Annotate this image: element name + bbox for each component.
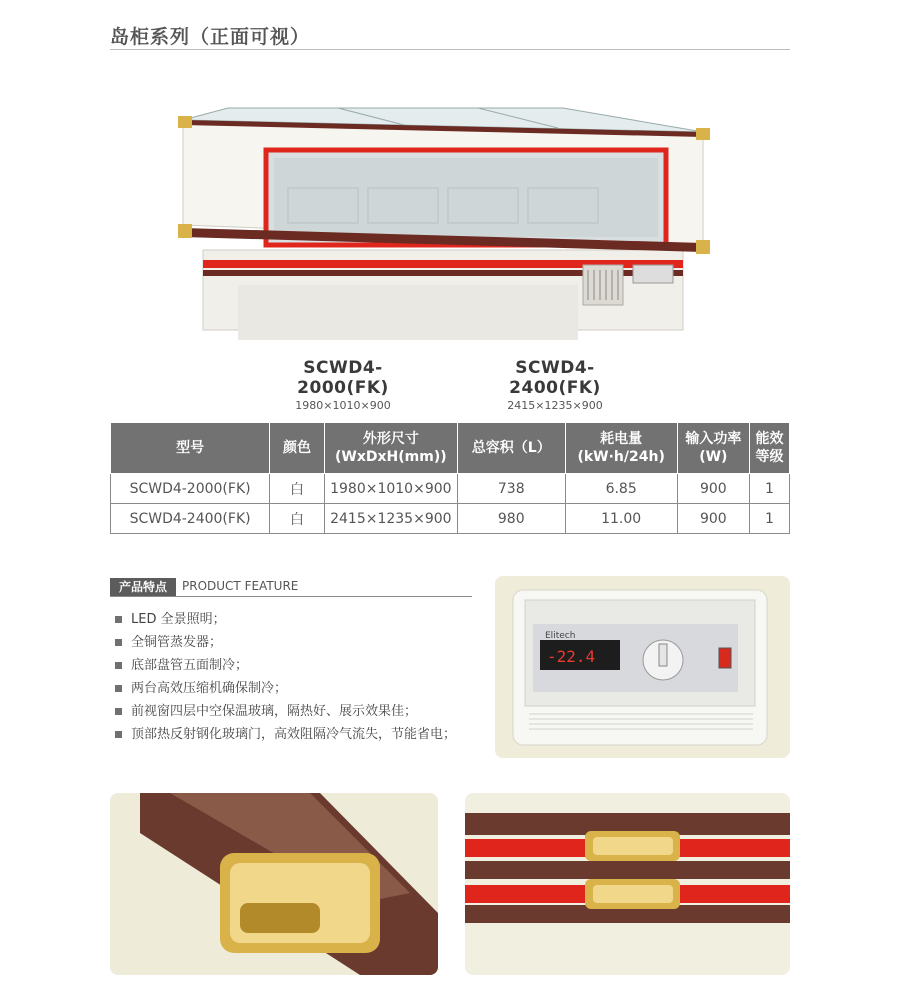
model-label-2400 — [470, 358, 640, 412]
header-label: 外形尺寸 — [362, 431, 419, 447]
header-sublabel: (WxDxH(mm)) — [335, 449, 447, 465]
header-label: 颜色 — [282, 440, 311, 456]
table-cell: 1 — [749, 504, 789, 534]
model-dims: 2415×1235×900 — [507, 399, 603, 412]
list-item: 前视窗四层中空保温玻璃，隔热好、展示效果佳； — [115, 700, 456, 723]
controller-display: -22.4 — [547, 647, 596, 666]
model-dims: 1980×1010×900 — [295, 399, 391, 412]
table-cell: 6.85 — [565, 474, 677, 504]
table-cell: 738 — [457, 474, 565, 504]
header-cell — [565, 423, 677, 474]
header-label: 总容积（L） — [471, 440, 551, 456]
list-item: 底部盘管五面制冷； — [115, 654, 456, 677]
header-label: 型号 — [176, 440, 205, 456]
table-cell: SCWD4-2000(FK) — [111, 474, 270, 504]
controller-photo — [495, 576, 790, 758]
table-row — [111, 474, 790, 504]
model-label-2000 — [258, 358, 428, 412]
trim-corner-photo — [465, 793, 790, 975]
list-item: 全铜管蒸发器； — [115, 631, 456, 654]
table-cell: 900 — [677, 504, 749, 534]
header-cell — [749, 423, 789, 474]
table-cell: SCWD4-2400(FK) — [111, 504, 270, 534]
list-item: 顶部热反射钢化玻璃门，高效阻隔冷气流失，节能省电； — [115, 723, 456, 746]
table-row — [111, 504, 790, 534]
header-sublabel: (kW·h/24h) — [577, 449, 665, 465]
feature-section-header — [110, 578, 472, 594]
table-cell: 白 — [270, 474, 325, 504]
header-cell — [270, 423, 325, 474]
header-cell — [324, 423, 457, 474]
table-cell: 900 — [677, 474, 749, 504]
controller-brand: Elitech — [545, 631, 576, 641]
page-title: 岛柜系列（正面可视） — [110, 26, 311, 48]
header-label: 耗电量 — [600, 431, 643, 447]
table-cell: 980 — [457, 504, 565, 534]
spec-table — [110, 422, 790, 534]
table-cell: 2415×1235×900 — [324, 504, 457, 534]
table-cell: 11.00 — [565, 504, 677, 534]
table-cell: 1 — [749, 474, 789, 504]
feature-divider — [110, 596, 472, 597]
header-sublabel: (W) — [699, 449, 728, 465]
feature-tag-en: PRODUCT FEATURE — [182, 579, 299, 593]
model-name: SCWD4-2000(FK) — [297, 358, 389, 398]
table-cell: 1980×1010×900 — [324, 474, 457, 504]
title-divider — [110, 49, 790, 50]
header-cell — [457, 423, 565, 474]
feature-list — [115, 608, 456, 746]
island-freezer-image — [178, 100, 718, 340]
table-header-row — [111, 423, 790, 474]
header-cell — [677, 423, 749, 474]
model-name: SCWD4-2400(FK) — [509, 358, 601, 398]
feature-tag: 产品特点 — [110, 578, 176, 596]
header-label: 能效 — [755, 431, 784, 447]
header-label: 输入功率 — [685, 431, 742, 447]
gold-corner-photo — [110, 793, 438, 975]
header-sublabel: 等级 — [755, 449, 784, 465]
table-cell: 白 — [270, 504, 325, 534]
header-cell — [111, 423, 270, 474]
list-item: LED 全景照明； — [115, 608, 456, 631]
list-item: 两台高效压缩机确保制冷； — [115, 677, 456, 700]
